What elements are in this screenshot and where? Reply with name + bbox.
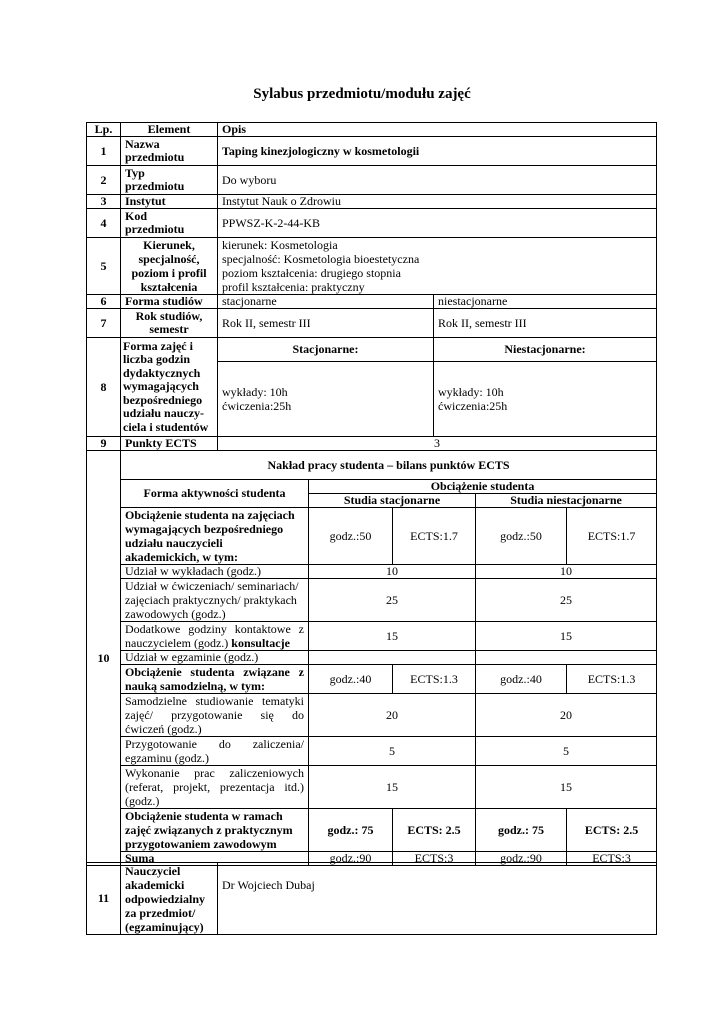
ects-h-l2: egzaminu (godz.) xyxy=(125,751,209,765)
row-7-stacjonarne: Rok II, semestr III xyxy=(218,309,434,338)
ects-forma-head: Forma aktywności studenta xyxy=(121,480,309,508)
ects-g-l3: ćwiczeń (godz.) xyxy=(125,722,202,736)
ects-d-l1: Dodatkowe godziny kontaktowe z xyxy=(125,622,304,636)
ects-d-stac: 15 xyxy=(309,622,476,651)
ects-sum-niestac-godz: godz.:90 xyxy=(476,852,567,866)
ects-c-l3: zawodowych (godz.) xyxy=(125,607,226,621)
row-8-element-l1: Forma zajęć i xyxy=(123,338,193,353)
ects-sum-niestac-ects: ECTS:3 xyxy=(567,852,657,866)
row-2-element xyxy=(121,166,218,195)
ects-head-row-1 xyxy=(87,480,657,494)
row-2-element-l1: Typ xyxy=(125,166,145,180)
row-8-element-l2: liczba godzin xyxy=(123,352,191,367)
row-5-element-l2: specjalność, xyxy=(138,252,200,266)
row-1-element xyxy=(121,137,218,166)
ects-i-niestac: 15 xyxy=(476,766,657,809)
row-8-element-l6: udziału nauczy- xyxy=(123,406,205,421)
ects-niestac-head: Studia niestacjonarne xyxy=(476,494,657,508)
ects-row-c xyxy=(87,579,657,622)
ects-a-stac-godz: godz.:50 xyxy=(309,508,393,565)
ects-i-l3: (godz.) xyxy=(125,794,160,808)
row-6-element: Forma studiów xyxy=(121,295,218,309)
ects-j-l3: przygotowaniem zawodowym xyxy=(125,837,277,851)
row-8-stac-head: Stacjonarne: xyxy=(218,338,434,362)
row-4-lp: 4 xyxy=(87,209,121,238)
ects-b-niestac: 10 xyxy=(476,565,657,579)
ects-a-niestac-godz: godz.:50 xyxy=(476,508,567,565)
row-2-element-l2: przedmiotu xyxy=(125,179,185,193)
ects-e-label: Udział w egzaminie (godz.) xyxy=(121,651,309,665)
row-2-lp: 2 xyxy=(87,166,121,195)
ects-c-label xyxy=(121,579,309,622)
row-8-element-l5: bezpośredniego xyxy=(123,392,203,407)
ects-h-label xyxy=(121,737,309,766)
row-5-specjalnosc: specjalność: Kosmetologia bioestetyczna xyxy=(222,252,420,266)
ects-h-l1: Przygotowanie do zaliczenia/ xyxy=(125,737,304,751)
row-5-profil: profil kształcenia: praktyczny xyxy=(222,280,365,294)
ects-f-stac-ects: ECTS:1.3 xyxy=(393,665,476,694)
page-title: Sylabus przedmiotu/modułu zajęć xyxy=(253,86,471,102)
ects-sum-stac-godz: godz.:90 xyxy=(309,852,393,866)
row-7-element-l1: Rok studiów, xyxy=(135,309,203,323)
row-6-stacjonarne: stacjonarne xyxy=(218,295,434,309)
header-lp: Lp. xyxy=(87,123,121,137)
ects-g-niestac: 20 xyxy=(476,694,657,737)
row-9-value: 3 xyxy=(218,437,657,451)
row-11-element-l2: akademicki xyxy=(125,877,185,892)
ects-row-h xyxy=(87,737,657,766)
ects-d-l2b: konsultacje xyxy=(231,636,290,650)
row-1 xyxy=(87,137,657,166)
ects-row-f xyxy=(87,665,657,694)
header-opis: Opis xyxy=(218,123,657,137)
row-5-element-l1: Kierunek, xyxy=(143,238,195,252)
ects-a-l1: Obciążenie studenta na zajęciach xyxy=(125,508,295,522)
row-1-element-l1: Nazwa xyxy=(125,137,160,151)
row-8-stac-value xyxy=(218,362,434,437)
row-9-lp: 9 xyxy=(87,437,121,451)
row-7-lp: 7 xyxy=(87,309,121,338)
ects-j-label xyxy=(121,809,309,852)
row-8-stac-wyklady: wykłady: 10h xyxy=(222,385,288,399)
ects-i-stac: 15 xyxy=(309,766,476,809)
row-5-poziom: poziom kształcenia: drugiego stopnia xyxy=(222,266,401,280)
row-8-niestac-cwiczenia: ćwiczenia:25h xyxy=(438,399,508,413)
ects-i-l1: Wykonanie prac zaliczeniowych xyxy=(125,766,304,780)
ects-title-row xyxy=(87,451,657,480)
ects-sum-label: Suma xyxy=(121,852,309,866)
row-1-value: Taping kinezjologiczny w kosmetologii xyxy=(218,137,657,166)
row-3-value: Instytut Nauk o Zdrowiu xyxy=(218,195,657,209)
row-11-element xyxy=(121,863,218,935)
row-11-element-l5: (egzaminujący) xyxy=(125,919,204,934)
row-6 xyxy=(87,295,657,309)
row-4-value: PPWSZ-K-2-44-KB xyxy=(218,209,657,238)
row-6-niestacjonarne: niestacjonarne xyxy=(434,295,657,309)
row-1-element-l2: przedmiotu xyxy=(125,150,185,164)
row-8-element-l4: wymagających xyxy=(123,379,199,394)
header-element: Element xyxy=(121,123,218,137)
row-5-element-l3: poziom i profil xyxy=(131,266,207,280)
ects-a-niestac-ects: ECTS:1.7 xyxy=(567,508,657,565)
ects-obciazenie-head: Obciążenie studenta xyxy=(309,480,657,494)
ects-j-stac-godz: godz.: 75 xyxy=(309,809,393,852)
ects-row-g xyxy=(87,694,657,737)
ects-row-d xyxy=(87,622,657,651)
syllabus-table-bottom xyxy=(86,862,657,935)
row-4-element-l2: przedmiotu xyxy=(125,222,185,236)
ects-a-l2: wymagających bezpośredniego xyxy=(125,522,284,536)
row-11-element-l1: Nauczyciel xyxy=(125,863,181,878)
ects-g-label xyxy=(121,694,309,737)
ects-row-e xyxy=(87,651,657,665)
row-8-head xyxy=(87,338,657,362)
row-8-element-l3: dydaktycznych xyxy=(123,365,201,380)
row-8-niestac-wyklady: wykłady: 10h xyxy=(438,385,504,399)
ects-g-stac: 20 xyxy=(309,694,476,737)
ects-row-b xyxy=(87,565,657,579)
ects-c-l1: Udział w ćwiczeniach/ seminariach/ xyxy=(125,579,299,593)
ects-j-stac-ects: ECTS: 2.5 xyxy=(393,809,476,852)
ects-row-i xyxy=(87,766,657,809)
row-3-lp: 3 xyxy=(87,195,121,209)
ects-sum-stac-ects: ECTS:3 xyxy=(393,852,476,866)
ects-h-niestac: 5 xyxy=(476,737,657,766)
row-5-kierunek: kierunek: Kosmetologia xyxy=(222,238,338,252)
ects-b-label: Udział w wykładach (godz.) xyxy=(121,565,309,579)
row-11-lp: 11 xyxy=(87,863,121,935)
ects-j-niestac-godz: godz.: 75 xyxy=(476,809,567,852)
ects-c-l2: zajęciach praktycznych/ praktykach xyxy=(125,593,297,607)
ects-g-l2: zajęć/ przygotowanie się do xyxy=(125,708,304,722)
row-8-lp: 8 xyxy=(87,338,121,437)
ects-a-stac-ects: ECTS:1.7 xyxy=(393,508,476,565)
header-row xyxy=(87,123,657,137)
row-1-lp: 1 xyxy=(87,137,121,166)
ects-j-niestac-ects: ECTS: 2.5 xyxy=(567,809,657,852)
ects-d-l2a: nauczycielem (godz.) xyxy=(125,636,232,650)
ects-d-niestac: 15 xyxy=(476,622,657,651)
ects-d-label xyxy=(121,622,309,651)
ects-f-niestac-godz: godz.:40 xyxy=(476,665,567,694)
row-8-niestac-head: Niestacjonarne: xyxy=(434,338,657,362)
ects-e-stac xyxy=(309,651,476,665)
row-11-element-l4: za przedmiot/ xyxy=(125,905,196,920)
ects-a-l3: udziału nauczycieli xyxy=(125,536,223,550)
row-7-niestacjonarne: Rok II, semestr III xyxy=(434,309,657,338)
row-11-element-l3: odpowiedzialny xyxy=(125,891,206,906)
row-9 xyxy=(87,437,657,451)
syllabus-table-top xyxy=(86,122,657,451)
row-6-lp: 6 xyxy=(87,295,121,309)
row-10-lp: 10 xyxy=(87,451,121,866)
row-8-niestac-value xyxy=(434,362,657,437)
ects-f-l2: nauką samodzielną, w tym: xyxy=(125,679,266,693)
ects-stac-head: Studia stacjonarne xyxy=(309,494,476,508)
row-4-element xyxy=(121,209,218,238)
row-7-element-l2: semestr xyxy=(149,322,189,336)
row-5-lp: 5 xyxy=(87,238,121,295)
row-8-stac-cwiczenia: ćwiczenia:25h xyxy=(222,399,292,413)
ects-j-l2: zajęć związanych z praktycznym xyxy=(125,823,293,837)
row-4-element-l1: Kod xyxy=(125,209,148,223)
ects-c-stac: 25 xyxy=(309,579,476,622)
row-3 xyxy=(87,195,657,209)
row-7 xyxy=(87,309,657,338)
row-5 xyxy=(87,238,657,295)
row-8-element-l7: ciela i studentów xyxy=(123,419,209,434)
row-4 xyxy=(87,209,657,238)
ects-i-l2: (referat, projekt, prezentacja itd.) xyxy=(125,780,304,794)
row-9-element: Punkty ECTS xyxy=(121,437,218,451)
ects-e-niestac xyxy=(476,651,657,665)
row-5-element xyxy=(121,238,218,295)
ects-j-l1: Obciążenie studenta w ramach xyxy=(125,809,283,823)
ects-row-a xyxy=(87,508,657,565)
ects-balance-table xyxy=(86,450,657,866)
row-8-element xyxy=(121,338,218,437)
ects-c-niestac: 25 xyxy=(476,579,657,622)
ects-a-label xyxy=(121,508,309,565)
ects-d-l2 xyxy=(125,636,304,650)
ects-f-stac-godz: godz.:40 xyxy=(309,665,393,694)
row-11-value: Dr Wojciech Dubaj xyxy=(218,863,657,935)
ects-h-stac: 5 xyxy=(309,737,476,766)
ects-row-j xyxy=(87,809,657,852)
ects-section-title: Nakład pracy studenta – bilans punktów ECTS xyxy=(121,451,657,480)
row-3-element: Instytut xyxy=(121,195,218,209)
ects-b-stac: 10 xyxy=(309,565,476,579)
ects-f-l1: Obciążenie studenta związane z xyxy=(125,665,304,679)
ects-f-niestac-ects: ECTS:1.3 xyxy=(567,665,657,694)
row-5-element-l4: kształcenia xyxy=(140,280,198,294)
ects-a-l4: akademickich, w tym: xyxy=(125,550,238,564)
ects-i-label xyxy=(121,766,309,809)
row-11 xyxy=(87,863,657,935)
ects-g-l1: Samodzielne studiowanie tematyki xyxy=(125,694,304,708)
row-5-value xyxy=(218,238,657,295)
ects-f-label xyxy=(121,665,309,694)
row-2-value: Do wyboru xyxy=(218,166,657,195)
row-7-element xyxy=(121,309,218,338)
row-2 xyxy=(87,166,657,195)
